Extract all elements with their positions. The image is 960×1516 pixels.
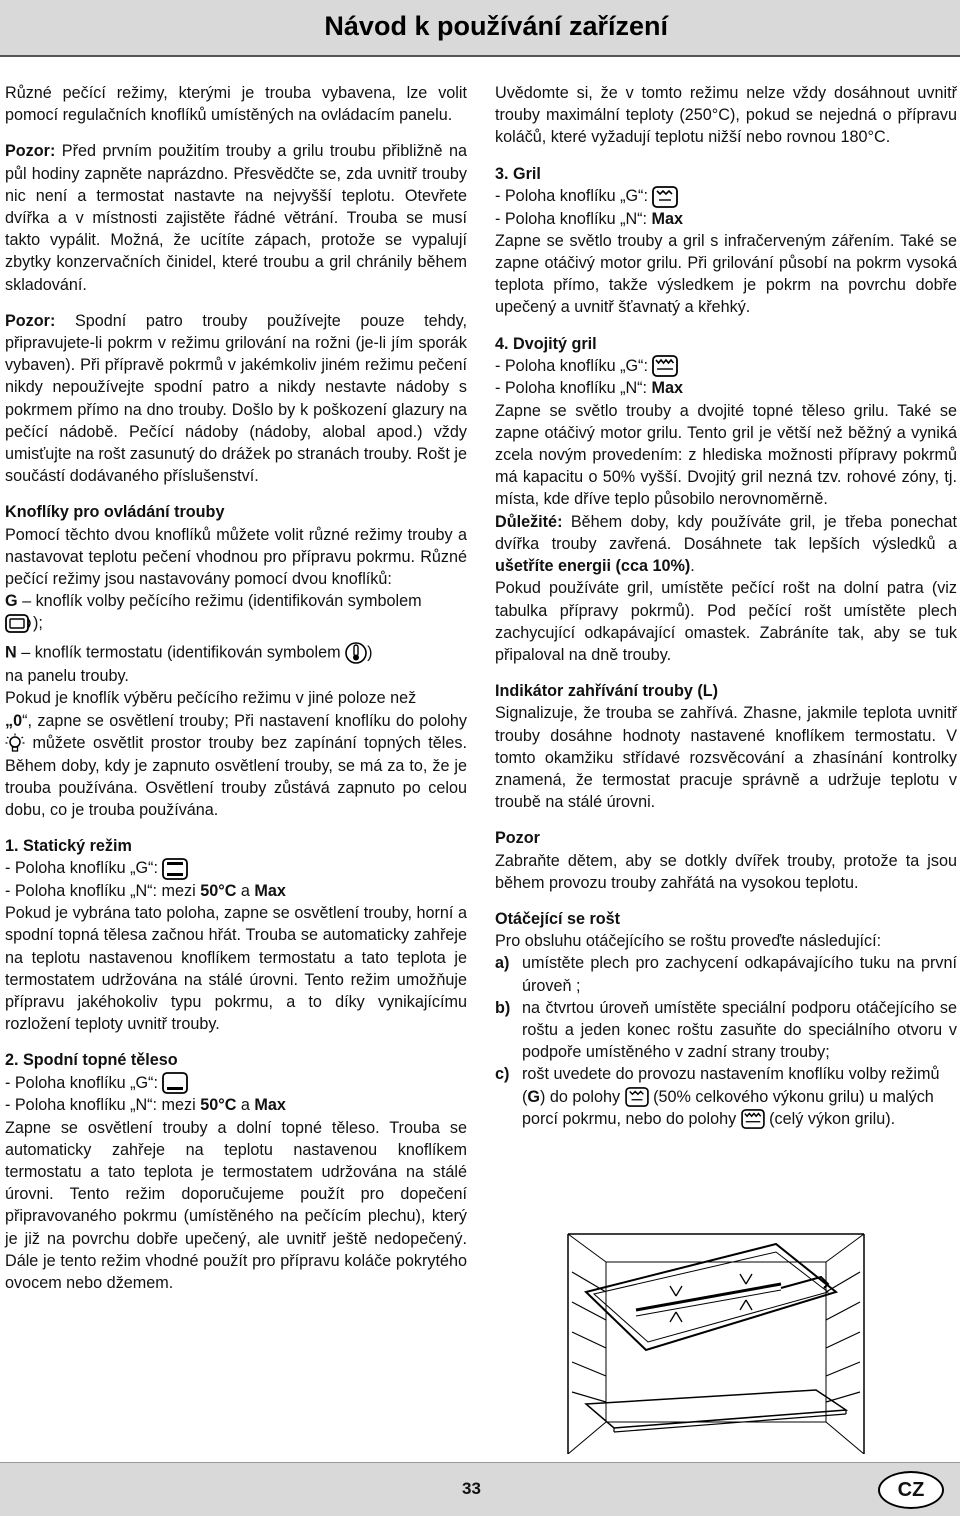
n-position-between: mezi [157,1096,201,1115]
page-footer [0,1462,960,1516]
n-position-and: a [236,1096,255,1115]
important-end: . [690,557,695,576]
tray-paragraph: Pokud používáte gril, umístěte pečící rošt na dolní patra (viz tabulka přípravy pokrmů). Pod pečící rošt umístěte plech zachycující odkapávající omastek. Zabráníte tak, aby se tuk připaloval na dně trouby. [495,579,957,664]
knob-n-description-2: na panelu trouby. [5,667,129,686]
light-text-b: “, zapne se osvětlení trouby; Při nastavení knoflíku do polohy [22,711,467,730]
knob-g-description [5,590,467,635]
important-text: Během doby, kdy používáte gril, je třeba ponechat dvířka trouby zavřená. Dosáhnete tak lepších výsledků a [495,512,957,553]
section-2-g-position [5,1072,467,1095]
n-position-max: Max [254,882,286,901]
knob-g-end: ); [33,614,43,633]
left-column [5,82,467,1294]
section-3-n-position [495,208,957,230]
double-grill-icon [741,1109,765,1129]
list-item-text-b: ) do polohy [539,1087,621,1106]
knobs-paragraph: Pomocí těchto dvou knoflíků můžete volit různé režimy trouby a nastavovat teplotu pečení vhodnou pro přípravu pokrmu. Různé pečící režimy jsou nastavovány pomocí dvou knoflíků: [5,525,467,589]
right-column [495,82,957,1130]
n-position-label: - Poloha knoflíku „N“: [495,379,648,398]
caution-heading: Pozor [495,829,540,848]
light-paragraph [5,687,467,821]
knob-n-description [5,641,467,665]
important-paragraph [495,511,957,578]
static-mode-icon [162,858,188,880]
rotisserie-intro: Pro obsluhu otáčejícího se roštu proveďte následující: [495,932,882,951]
list-item-text: na čtvrtou úroveň umístěte speciální podporu otáčejícího se roštu a jeden konec roštu zasuňte do speciálního otvoru v podpoře umístěného v zadní strany trouby; [522,998,957,1062]
section-2-heading: 2. Spodní topné těleso [5,1051,178,1070]
section-3-g-position [495,185,957,208]
grill-icon [652,186,678,208]
knobs-heading: Knoflíky pro ovládání trouby [5,503,225,522]
section-4-n-position [495,377,957,399]
g-position-label: - Poloha knoflíku „G“: [5,1073,158,1092]
n-position-max: Max [254,1096,286,1115]
indicator-heading: Indikátor zahřívání trouby (L) [495,682,719,701]
section-1-g-position [5,857,467,880]
bottom-heat-icon [162,1072,188,1094]
intro-paragraph: Různé pečící režimy, kterými je trouba vybavena, lze volit pomocí regulačních knoflíků umístěných na ovládacím panelu. [5,84,467,125]
list-item-text-d: (celý výkon grilu). [764,1109,896,1128]
n-position-and: a [236,882,255,901]
list-item [495,952,957,996]
oven-mode-icon [5,613,33,635]
light-bulb-icon [5,733,25,755]
knob-n-label: N [5,643,17,662]
list-item [495,997,957,1064]
page-header [0,0,960,57]
n-position-between: mezi [157,882,201,901]
list-item-text-a: rošt uvedete do provozu nastavením knoflíku volby režimů ( [522,1065,940,1106]
g-position-label: - Poloha knoflíku „G“: [495,356,648,375]
section-3-heading: 3. Gril [495,164,541,183]
rotisserie-diagram [566,1232,866,1454]
section-1-text: Pokud je vybrána tato poloha, zapne se osvětlení trouby, horní a spodní topná tělesa začnou hřát. Trouba se automaticky zahřeje na teplotu nastavenou knoflíkem termostatu a tato teplota je termostatem udržována na stálé úrovni. Tento režim umožňuje přípravu jakéhokoliv typu pokrmu, a to díky vynikajícímu rozložení teploty uvnitř trouby. [5,904,467,1034]
light-text-a: Pokud je knoflík výběru pečícího režimu v jiné poloze než [5,689,417,708]
n-position-label: - Poloha knoflíku „N“: [5,882,158,901]
position-zero: „0 [5,711,23,730]
indicator-text: Signalizuje, že trouba se zahřívá. Zhasne, jakmile teplota uvnitř trouby dosáhne hodnoty nastavené knoflíkem termostatu. V tomto okamžiku střídavé rozsvěcování a zhasínání kontrolky znamená, že termostat pracuje správně a udržuje teplotu v troubě na stálé úrovni. [495,704,957,812]
section-4-heading: 4. Dvojitý gril [495,334,597,353]
rotisserie-heading: Otáčející se rošt [495,909,621,928]
warning-text: Spodní patro trouby používejte pouze tehdy, připravujete-li pokrm v režimu grilování na rožni (je-li jím sporák vybaven). Při přípravě pokrmů v jakémkoliv jiném režimu pečení nikdy nepoužívejte spodní patro a nikdy nestavte nádoby s pokrmem přímo na dno trouby. Došlo by k poškození glazury na pečící nádobě. Pečící nádoby (nádoby, alobal apod.) vždy umisťujte na rošt zasunutý do drážek po stranách trouby. Rošt je součástí dodávaného příslušenství. [5,311,467,486]
caution-text: Zabraňte dětem, aby se dotkly dvířek trouby, protože ta jsou během provozu trouby zahřátá na vysokou teplotu. [495,851,957,892]
list-item-label: b) [495,998,511,1017]
thermometer-icon [345,641,367,665]
energy-saving: ušetříte energii (cca 10%) [495,557,691,576]
important-label: Důležité: [495,512,563,531]
n-position-min: 50°C [200,1096,237,1115]
n-position-label: - Poloha knoflíku „N“: [5,1096,158,1115]
knob-g-text: – knoflík volby pečícího režimu (identifikován symbolem [17,592,422,611]
warning-paragraph-2 [5,310,467,488]
knob-n-end: ) [367,643,373,662]
rotisserie-steps [495,952,957,1130]
section-1-n-position [5,880,467,902]
list-item-text: umístěte plech pro zachycení odkapávajícího tuku na první úroveň ; [522,954,957,995]
knob-g-label: G [5,592,18,611]
section-2-text: Zapne se osvětlení trouby a dolní topné těleso. Trouba se automaticky zahřeje na teplotu nastavenou knoflíkem termostatu a tato teplota je termostatem udržována na stálé úrovni. Tento režim doporučujeme použít pro dopečení připravovaného pokrmu (umístěného na pečícím plechu), který je již na povrchu dobře upečený, ale uvnitř ještě nedopečený. Dále je tento režim vhodné použít pro přípravu koláče pokrytého ovocem nebo džemem. [5,1118,467,1293]
n-position-max: Max [651,209,684,228]
knob-n-text: – knoflík termostatu (identifikován symbolem [16,643,341,662]
note-paragraph: Uvědomte si, že v tomto režimu nelze vždy dosáhnout uvnitř trouby maximální teploty (250°C), pokud se nejedná o přípravu koláčů, které vyžadují teplotu nižší nebo rovnou 180°C. [495,84,957,147]
list-item-label: c) [495,1065,510,1084]
warning-paragraph-1 [5,140,467,295]
grill-icon [625,1087,649,1107]
warning-text: Před prvním použitím trouby a grilu troubu přibližně na půl hodiny zapněte naprázdno. Přesvědčte se, zda uvnitř trouby nic není a termostat nastavte na nejvyšší teplotu. Otevřete dvířka a v místnosti zajistěte řádné větrání. Trouba se musí takto vypálit. Možná, že ucítíte zápach, protože se vypalují zbytky konzervačních činidel, které troubu a gril chránily během skladování. [5,142,467,294]
section-3-text: Zapne se světlo trouby a gril s infračerveným zářením. Také se zapne otáčivý motor grilu. Při grilování působí na pokrm vysoká teplota přímo, takže výsledkem je pokrm na povrchu dobře upečený a uvnitř šťavnatý a křehký. [495,231,957,317]
language-badge: CZ [878,1471,944,1509]
g-position-label: - Poloha knoflíku „G“: [5,859,158,878]
list-item [495,1063,957,1130]
n-position-label: - Poloha knoflíku „N“: [495,209,648,228]
section-4-text: Zapne se světlo trouby a dvojité topné těleso grilu. Také se zapne otáčivý motor grilu. Tento gril je větší než běžný a vyniká zcela novým provedením: z hlediska možnosti přípravy pokrmů má kapacitu o 50% vyšší. Dvojitý gril nezná tzv. rohové zóny, tj. místa, kde dříve teplo působilo nerovnoměrně. [495,401,957,509]
page-title: Návod k používání zařízení [324,11,668,41]
warning-label: Pozor: [5,311,56,330]
light-text-c: můžete osvětlit prostor trouby bez zapínání topných těles. Během doby, kdy je zapnuto osvětlení trouby, se má za to, že je trouba používána. Osvětlení trouby zůstává zapnuto po celou dobu, co je trouba používána. [5,733,467,819]
warning-label: Pozor: [5,142,56,161]
n-position-max: Max [651,379,684,398]
n-position-min: 50°C [200,882,237,901]
list-item-label: a) [495,954,510,973]
double-grill-icon [652,355,678,377]
page-number: 33 [462,1479,481,1498]
g-position-label: - Poloha knoflíku „G“: [495,186,648,205]
section-4-g-position [495,355,957,378]
section-1-heading: 1. Statický režim [5,837,132,856]
section-2-n-position [5,1094,467,1116]
list-item-knob-g: G [527,1087,540,1106]
list-item-text-c: (50% celkového výkonu grilu) u malých porcí pokrmu, nebo do polohy [522,1087,934,1128]
